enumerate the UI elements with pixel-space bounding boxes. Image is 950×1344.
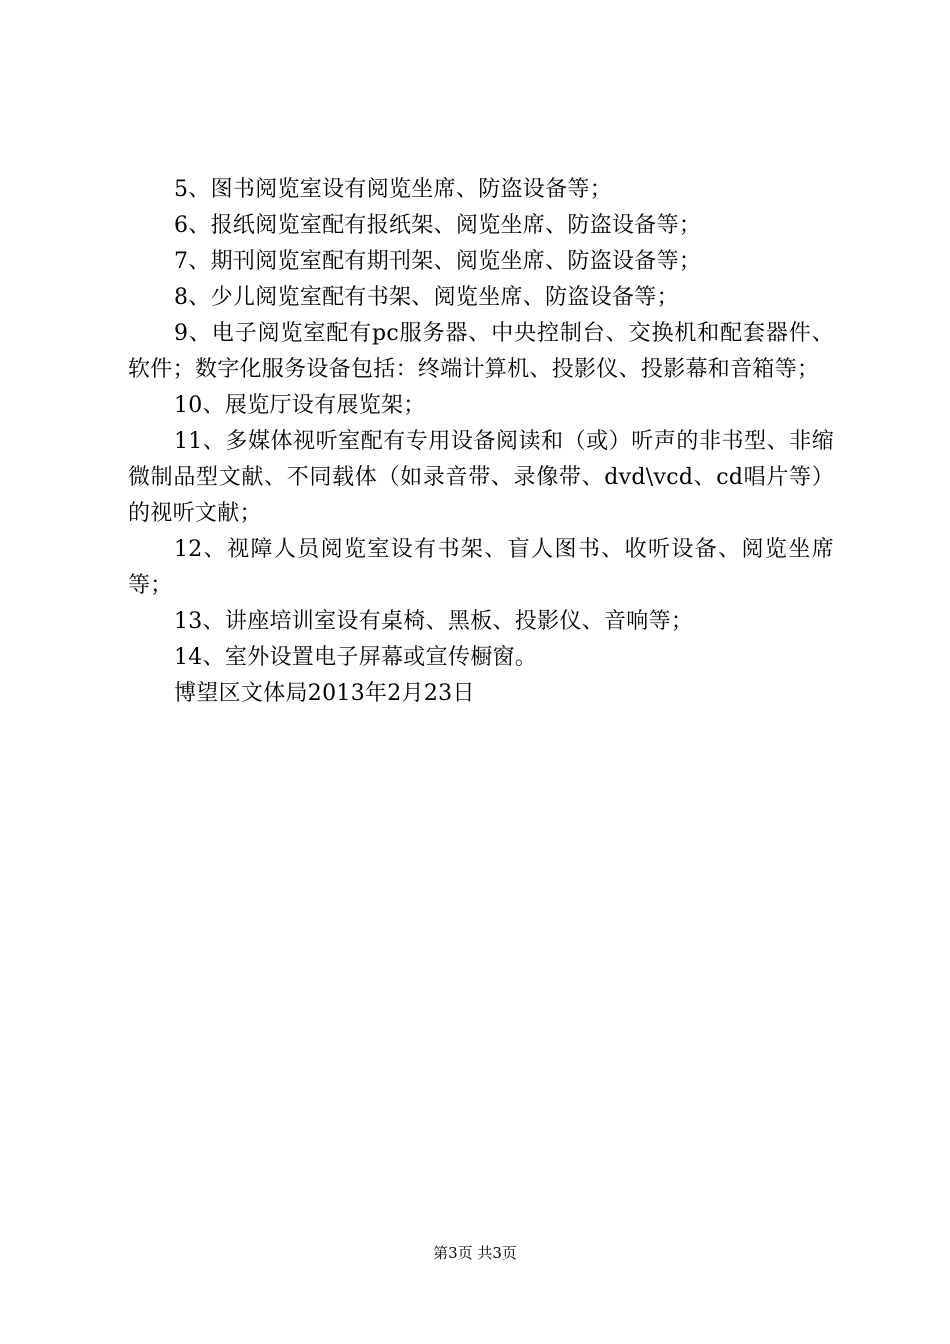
signature-date-line: 博望区文体局2013年2月23日: [174, 681, 475, 706]
paragraph-item-6: 6、报纸阅览室配有报纸架、阅览坐席、防盗设备等；: [174, 213, 702, 238]
page-number-footer: 第3页 共3页: [433, 1244, 517, 1262]
document-body: [128, 172, 834, 712]
paragraph-item-14: 14、室外设置电子屏幕或宣传橱窗。: [174, 645, 538, 670]
paragraph-item-10: 10、展览厅设有展览架；: [174, 393, 426, 418]
paragraph-item-8: 8、少儿阅览室配有书架、阅览坐席、防盗设备等；: [174, 285, 679, 310]
paragraph-item-13: 13、讲座培训室设有桌椅、黑板、投影仪、音响等；: [174, 609, 694, 634]
paragraph-item-9: 9、电子阅览室配有pc服务器、中央控制台、交换机和配套器件、软件；数字化服务设备包括：终端计算机、投影仪、投影幕和音箱等；: [128, 321, 834, 382]
paragraph-item-11: 11、多媒体视听室配有专用设备阅读和（或）听声的非书型、非缩微制品型文献、不同载体（如录音带、录像带、dvd\vcd、cd唱片等）的视听文献；: [128, 429, 834, 526]
paragraph-item-12: 12、视障人员阅览室设有书架、盲人图书、收听设备、阅览坐席等；: [128, 537, 834, 598]
paragraph-item-5: 5、图书阅览室设有阅览坐席、防盗设备等；: [174, 177, 612, 202]
paragraph-item-7: 7、期刊阅览室配有期刊架、阅览坐席、防盗设备等；: [174, 249, 702, 274]
